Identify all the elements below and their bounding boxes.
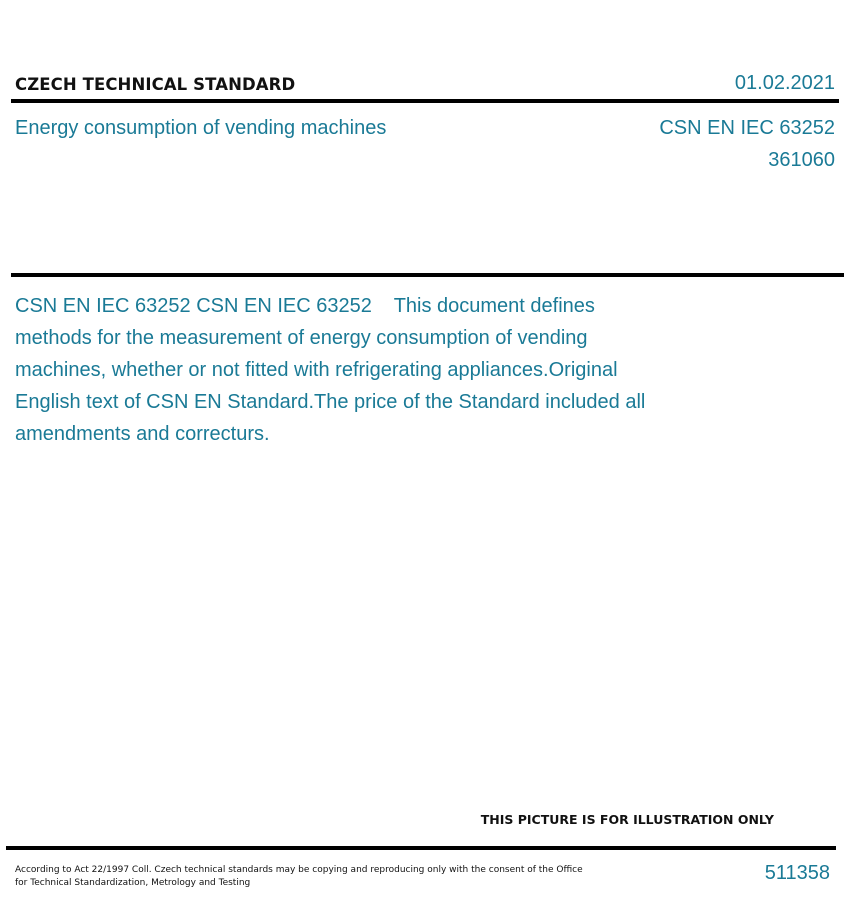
document-header-label: CZECH TECHNICAL STANDARD	[15, 75, 296, 94]
header-divider	[11, 99, 839, 103]
standard-code: CSN EN IEC 63252	[659, 117, 835, 139]
publication-date: 01.02.2021	[734, 72, 835, 94]
legal-notice	[15, 864, 585, 890]
legal-notice-line-1: According to Act 22/1997 Coll. Czech technical standards may be copying and reproducing only with the consent of the Office	[15, 865, 583, 875]
document-number: 511358	[764, 862, 830, 884]
legal-notice-line-2: for Technical Standardization, Metrology and Testing	[15, 878, 251, 888]
illustration-note: THIS PICTURE IS FOR ILLUSTRATION ONLY	[480, 812, 774, 827]
catalog-number: 361060	[768, 149, 835, 171]
section-divider	[11, 273, 844, 277]
footer-divider	[6, 846, 836, 850]
standard-title: Energy consumption of vending machines	[15, 117, 387, 139]
standard-description: CSN EN IEC 63252 CSN EN IEC 63252 This document defines methods for the measurement of energy consumption of vending machines, whether or not fitted with refrigerating appliances.Original English text of CSN EN Standard.The price of the Standard included all amendments and correcturs.	[15, 295, 651, 445]
